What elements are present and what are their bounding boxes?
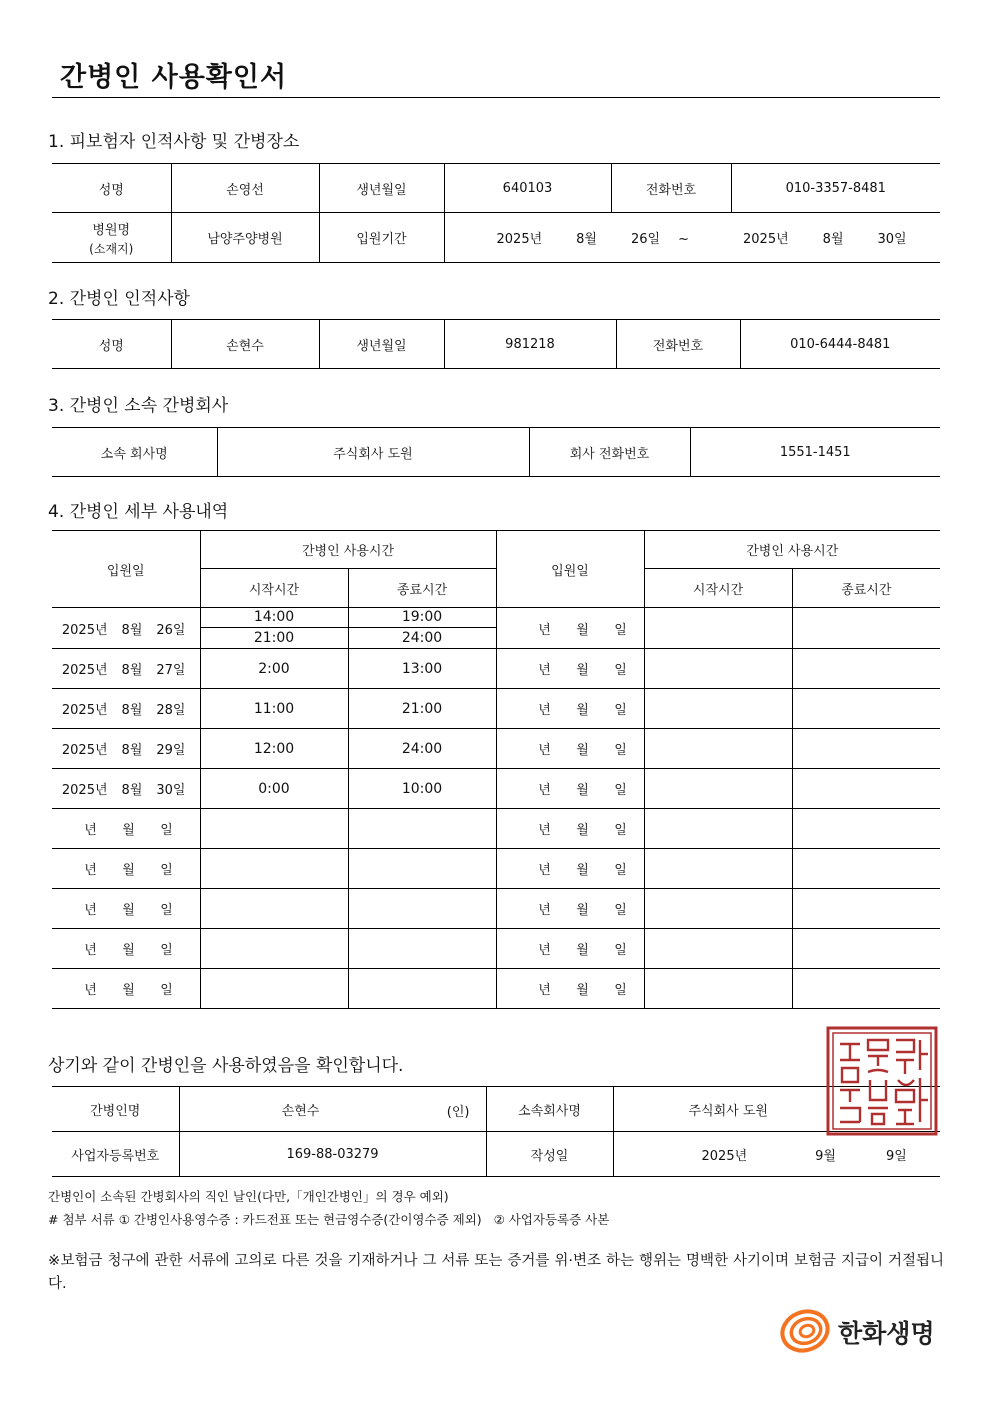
- blank-year: 년: [84, 863, 97, 878]
- usage-end-time-empty: [348, 969, 496, 1009]
- usage-row: [52, 689, 940, 729]
- blank-year: 년: [538, 823, 551, 838]
- blank-day: 일: [160, 983, 173, 998]
- hospital-label: 병원명: [92, 222, 131, 238]
- right-date-header: 입원일: [496, 531, 644, 608]
- usage-start-time-empty: [200, 849, 348, 889]
- usage-date-month: 8월: [121, 663, 143, 678]
- usage-start-split-cell: [200, 608, 348, 649]
- written-month: 9월: [815, 1148, 836, 1164]
- blank-day: 일: [614, 903, 627, 918]
- biz-no-label: 사업자등록번호: [52, 1132, 179, 1177]
- blank-month: 월: [576, 703, 589, 718]
- blank-month: 월: [576, 903, 589, 918]
- blank-day: 일: [160, 943, 173, 958]
- section3-heading: 3. 간병인 소속 간병회사: [48, 396, 229, 416]
- blank-year: 년: [538, 783, 551, 798]
- usage-row: [52, 969, 940, 1009]
- insured-table: [52, 163, 940, 263]
- usage-right-end-empty: [792, 849, 940, 889]
- usage-date-cell-right: [496, 649, 644, 689]
- insured-name: 손영선: [171, 164, 319, 213]
- title-divider: [52, 97, 940, 98]
- usage-right-end-empty: [792, 769, 940, 809]
- company-seal-graphic: [826, 1026, 938, 1136]
- period-to-day: 30일: [877, 232, 907, 247]
- left-start-header: 시작시간: [200, 569, 348, 608]
- hanwha-logo-text: 한화생명: [838, 1319, 935, 1348]
- usage-right-start-empty: [644, 889, 792, 929]
- usage-start-time-empty: [200, 929, 348, 969]
- usage-start-time-empty: [200, 809, 348, 849]
- usage-right-end-empty: [792, 889, 940, 929]
- usage-right-start-empty: [644, 809, 792, 849]
- company-phone-label: 회사 전화번호: [529, 428, 690, 477]
- usage-end-time-1: 19:00: [349, 608, 496, 628]
- usage-start-time-2: 21:00: [253, 630, 295, 646]
- written-year: 2025년: [701, 1148, 748, 1164]
- blank-year: 년: [84, 903, 97, 918]
- usage-right-end-empty: [792, 929, 940, 969]
- blank-year: 년: [538, 743, 551, 758]
- usage-right-start-empty: [644, 729, 792, 769]
- blank-month: 월: [122, 983, 135, 998]
- usage-right-start-empty: [644, 969, 792, 1009]
- blank-month: 월: [576, 863, 589, 878]
- usage-start-time-empty: [200, 969, 348, 1009]
- insured-birth-label: 생년월일: [319, 164, 444, 213]
- caregiver-name-label-2: 간병인명: [52, 1087, 179, 1132]
- blank-year: 년: [84, 943, 97, 958]
- document-title: 간병인 사용확인서: [60, 62, 288, 93]
- seal-mark: (인): [446, 1105, 470, 1120]
- affiliation-label: 소속회사명: [486, 1087, 613, 1132]
- written-date: [613, 1132, 940, 1177]
- usage-date-day: 27일: [156, 663, 186, 678]
- blank-year: 년: [538, 663, 551, 678]
- logo-rings: [778, 1305, 833, 1355]
- usage-right-start-empty: [644, 608, 792, 649]
- usage-end-time: 10:00: [348, 769, 496, 809]
- blank-day: 일: [160, 903, 173, 918]
- biz-no: 169-88-03279: [179, 1132, 486, 1177]
- blank-year: 년: [538, 703, 551, 718]
- blank-month: 월: [576, 943, 589, 958]
- usage-date-cell-right: [496, 729, 644, 769]
- company-name-label: 소속 회사명: [52, 428, 217, 477]
- usage-row: [52, 608, 940, 649]
- insured-birth: 640103: [444, 164, 611, 213]
- insured-phone-label: 전화번호: [611, 164, 731, 213]
- written-day: 9일: [886, 1148, 907, 1164]
- usage-date-cell: [52, 769, 200, 809]
- company-name: 주식회사 도원: [217, 428, 529, 477]
- blank-month: 월: [122, 823, 135, 838]
- blank-year: 년: [538, 903, 551, 918]
- right-end-header: 종료시간: [792, 569, 940, 608]
- usage-row: [52, 849, 940, 889]
- usage-row: [52, 889, 940, 929]
- blank-day: 일: [160, 823, 173, 838]
- period-from-year: 2025년: [496, 232, 543, 247]
- usage-right-start-empty: [644, 849, 792, 889]
- usage-date-month: 8월: [121, 622, 143, 638]
- blank-day: 일: [614, 983, 627, 998]
- blank-month: 월: [576, 783, 589, 798]
- usage-date-cell-right: [496, 969, 644, 1009]
- usage-end-time-empty: [348, 889, 496, 929]
- caregiver-phone-label: 전화번호: [616, 320, 740, 369]
- usage-date-cell: [52, 809, 200, 849]
- fraud-warning: ※보험금 청구에 관한 서류에 고의로 다른 것을 기재하거나 그 서류 또는 증거를 위·변조 하는 행위는 명백한 사기이며 보험금 지급이 거절됩니다.: [48, 1253, 944, 1292]
- blank-day: 일: [614, 943, 627, 958]
- usage-right-start-empty: [644, 649, 792, 689]
- usage-date-cell-right: [496, 809, 644, 849]
- section4-heading: 4. 간병인 세부 사용내역: [48, 502, 229, 522]
- usage-date-day: 30일: [156, 783, 186, 798]
- blank-year: 년: [538, 983, 551, 998]
- blank-month: 월: [576, 823, 589, 838]
- company-seal: [826, 1026, 938, 1136]
- section2-heading: 2. 간병인 인적사항: [48, 289, 190, 309]
- usage-right-start-empty: [644, 689, 792, 729]
- hanwha-logo-icon: [778, 1305, 834, 1355]
- usage-date-day: 26일: [156, 622, 186, 638]
- usage-row: [52, 809, 940, 849]
- blank-month: 월: [122, 903, 135, 918]
- caregiver-name: 손현수: [171, 320, 319, 369]
- blank-month: 월: [122, 863, 135, 878]
- seal-glyphs: [840, 1040, 928, 1124]
- usage-end-time: 24:00: [348, 729, 496, 769]
- caregiver-birth-label: 생년월일: [319, 320, 444, 369]
- usage-right-end-empty: [792, 729, 940, 769]
- insured-phone: 010-3357-8481: [731, 164, 940, 213]
- blank-month: 월: [576, 743, 589, 758]
- right-time-header: 간병인 사용시간: [644, 531, 940, 569]
- admission-period-label: 입원기간: [319, 213, 444, 263]
- usage-date-cell-right: [496, 689, 644, 729]
- blank-month: 월: [122, 943, 135, 958]
- usage-date-cell: [52, 929, 200, 969]
- company-phone: 1551-1451: [690, 428, 940, 477]
- caregiver-phone: 010-6444-8481: [740, 320, 940, 369]
- blank-day: 일: [614, 783, 627, 798]
- usage-date-cell: [52, 849, 200, 889]
- usage-row: [52, 649, 940, 689]
- caregiver-sign-cell: [179, 1087, 486, 1132]
- usage-right-end-empty: [792, 689, 940, 729]
- usage-date-cell-right: [496, 889, 644, 929]
- hospital-label-sub: (소재지): [89, 241, 134, 256]
- usage-date-year: 2025년: [61, 783, 108, 798]
- confirm-statement: 상기와 같이 간병인을 사용하였음을 확인합니다.: [48, 1056, 404, 1076]
- usage-date-cell: [52, 649, 200, 689]
- usage-date-cell: [52, 889, 200, 929]
- usage-date-cell: [52, 689, 200, 729]
- affiliation-company: 주식회사 도원: [613, 1087, 940, 1132]
- usage-date-year: 2025년: [61, 663, 108, 678]
- usage-right-start-empty: [644, 769, 792, 809]
- usage-date-cell: [52, 608, 200, 649]
- right-start-header: 시작시간: [644, 569, 792, 608]
- usage-start-time-1: 14:00: [201, 608, 348, 628]
- blank-day: 일: [614, 743, 627, 758]
- usage-right-end-empty: [792, 649, 940, 689]
- usage-row: [52, 729, 940, 769]
- note-line-2: # 첨부 서류 ① 간병인사용영수증 : 카드전표 또는 현금영수증(간이영수증 제외) ② 사업자등록증 사본: [48, 1212, 610, 1227]
- usage-end-time: 21:00: [348, 689, 496, 729]
- period-to-month: 8월: [822, 232, 844, 247]
- left-time-header: 간병인 사용시간: [200, 531, 496, 569]
- usage-right-end-empty: [792, 608, 940, 649]
- blank-day: 일: [614, 703, 627, 718]
- blank-day: 일: [614, 663, 627, 678]
- usage-date-year: 2025년: [61, 743, 108, 758]
- blank-month: 월: [576, 983, 589, 998]
- usage-start-time: 12:00: [200, 729, 348, 769]
- usage-date-year: 2025년: [61, 703, 108, 718]
- hospital-label-cell: [52, 213, 171, 263]
- blank-year: 년: [538, 622, 551, 638]
- period-to-year: 2025년: [743, 232, 789, 247]
- left-date-header: 입원일: [52, 531, 200, 608]
- usage-end-split-cell: [348, 608, 496, 649]
- usage-date-cell-right: [496, 849, 644, 889]
- blank-year: 년: [538, 943, 551, 958]
- blank-day: 일: [614, 823, 627, 838]
- usage-start-time: 11:00: [200, 689, 348, 729]
- section1-heading: 1. 피보험자 인적사항 및 간병장소: [48, 132, 300, 152]
- caregiver-sign-name: 손현수: [281, 1103, 320, 1119]
- written-date-label: 작성일: [486, 1132, 613, 1177]
- usage-row: [52, 769, 940, 809]
- hospital-name: 남양주양병원: [171, 213, 319, 263]
- blank-month: 월: [576, 622, 589, 638]
- usage-date-cell: [52, 969, 200, 1009]
- usage-date-cell-right: [496, 608, 644, 649]
- blank-day: 일: [614, 622, 627, 638]
- note-line-1: 간병인이 소속된 간병회사의 직인 날인(다만,「개인간병인」의 경우 예외): [48, 1189, 449, 1204]
- usage-date-cell-right: [496, 929, 644, 969]
- blank-day: 일: [614, 863, 627, 878]
- usage-right-end-empty: [792, 809, 940, 849]
- blank-month: 월: [576, 663, 589, 678]
- blank-year: 년: [84, 983, 97, 998]
- usage-date-month: 8월: [121, 703, 143, 718]
- usage-date-day: 28일: [156, 703, 186, 718]
- company-table: [52, 427, 940, 477]
- usage-date-month: 8월: [121, 783, 143, 798]
- usage-start-time-empty: [200, 889, 348, 929]
- usage-right-start-empty: [644, 929, 792, 969]
- caregiver-table: [52, 319, 940, 369]
- usage-date-day: 29일: [156, 743, 186, 758]
- usage-row: [52, 929, 940, 969]
- usage-start-time: 2:00: [200, 649, 348, 689]
- usage-date-cell-right: [496, 769, 644, 809]
- period-tilde: ~: [678, 232, 690, 247]
- blank-year: 년: [538, 863, 551, 878]
- usage-end-time-empty: [348, 849, 496, 889]
- usage-end-time: 13:00: [348, 649, 496, 689]
- usage-end-time-empty: [348, 929, 496, 969]
- usage-date-year: 2025년: [61, 622, 108, 638]
- usage-table: [52, 530, 940, 1009]
- usage-right-end-empty: [792, 969, 940, 1009]
- caregiver-birth: 981218: [444, 320, 616, 369]
- period-from-day: 26일: [631, 232, 661, 247]
- admission-period: [444, 213, 940, 263]
- caregiver-name-label: 성명: [52, 320, 171, 369]
- usage-end-time-2: 24:00: [401, 630, 443, 646]
- left-end-header: 종료시간: [348, 569, 496, 608]
- insured-name-label: 성명: [52, 164, 171, 213]
- usage-date-cell: [52, 729, 200, 769]
- confirm-table: [52, 1086, 940, 1177]
- usage-start-time: 0:00: [200, 769, 348, 809]
- usage-end-time-empty: [348, 809, 496, 849]
- period-from-month: 8월: [576, 232, 597, 247]
- usage-date-month: 8월: [121, 743, 143, 758]
- blank-year: 년: [84, 823, 97, 838]
- blank-day: 일: [160, 863, 173, 878]
